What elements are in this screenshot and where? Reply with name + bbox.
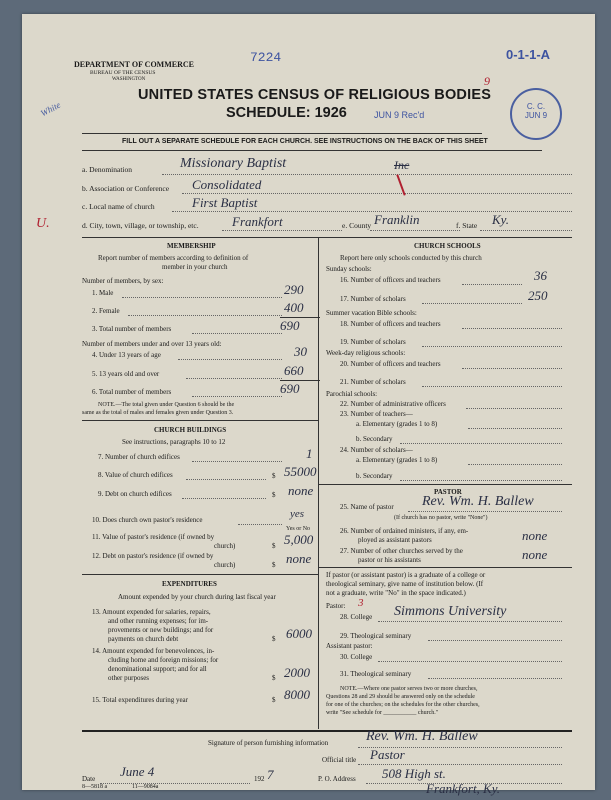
q5-label: 5. 13 years old and over [92,370,160,378]
schools-sub: Report here only schools conducted by this church [340,254,482,262]
q9-value: none [288,483,314,498]
schedule-code: 0-1-1-A [506,47,551,62]
q24-label: 24. Number of scholars— [340,446,413,454]
signature-value: Rev. Wm. H. Ballew [366,729,478,744]
yes-no-hint: Yes or No [286,526,311,532]
expenditures-heading: EXPENDITURES [162,580,217,588]
q22-label: 22. Number of administrative officers [340,400,446,408]
white-note: White [38,99,63,119]
year-value: 7 [267,767,274,782]
q11-dollar: $ [272,542,276,550]
pastor-note-1: NOTE.—Where one pastor serves two or more churches, [340,686,478,692]
q15-value: 8000 [284,687,310,702]
q31-label: 31. Theological seminary [340,670,412,678]
q12-value: none [286,551,312,566]
doc-number: 7224 [250,50,282,65]
q8-label: 8. Value of church edifices [98,471,173,479]
q3-value: 690 [280,318,300,333]
state-value: Ky. [492,212,509,227]
expenditures-sub: Amount expended by your church during last fiscal year [118,593,276,601]
q11-label-2: church) [214,542,236,550]
q13-line-4: payments on church debt [108,635,179,643]
q16-label: 16. Number of officers and teachers [340,276,441,284]
q5-value: 660 [284,363,304,378]
q1-label: 1. Male [92,289,114,297]
assistant-subheading: Assistant pastor: [326,642,373,650]
city-label: d. City, town, village, or township, etc. [82,221,199,230]
q17-value: 250 [528,288,548,303]
q25-value: Rev. Wm. H. Ballew [422,494,534,509]
association-value: Consolidated [192,177,262,192]
q23a-label: a. Elementary (grades 1 to 8) [356,420,438,428]
q24a-label: a. Elementary (grades 1 to 8) [356,456,438,464]
q4-value: 30 [294,344,307,359]
q23-label: 23. Number of teachers— [340,410,413,418]
print-code: 8—5818 a [82,784,108,790]
cc-stamp-top: C. C. [526,102,546,111]
q8-dollar: $ [272,472,276,480]
buildings-heading: CHURCH BUILDINGS [154,426,227,434]
membership-intro-2: member in your church [162,263,228,271]
signature-label: Signature of person furnishing information [208,739,329,747]
q9-label: 9. Debt on church edifices [98,490,172,498]
q3-label: 3. Total number of members [92,325,172,333]
address-line-1: 508 High st. [382,766,446,781]
denomination-label: a. Denomination [82,165,132,174]
received-stamp: JUN 9 Rec'd [374,110,425,120]
q26-line-2: ployed as assistant pastors [358,536,432,544]
q16-value: 36 [534,268,547,283]
q26-value: none [522,528,548,543]
q21-label: 21. Number of scholars [340,378,406,386]
q24b-label: b. Secondary [356,472,393,480]
q25-note: (If church has no pastor, write "None") [394,515,488,521]
summer-heading: Summer vacation Bible schools: [326,309,417,317]
q1-value: 290 [284,282,304,297]
q28-label: 28. College [340,613,373,621]
q15-dollar: $ [272,696,276,704]
q13-value: 6000 [286,626,312,641]
q13-line-3: provements or new buildings; and for [108,626,214,634]
q29-label: 29. Theological seminary [340,632,412,640]
q14-line-2: cluding home and foreign missions; for [108,656,219,664]
official-title-label: Official title [322,756,357,764]
schools-heading: CHURCH SCHOOLS [414,242,481,250]
q12-label: 12. Debt on pastor's residence (if owned by [92,552,214,560]
q14-line-4: other purposes [108,674,150,682]
state-label: f. State [456,221,478,230]
membership-heading: MEMBERSHIP [167,242,216,250]
address-line-2: Frankfort, Ky. [426,781,501,796]
q19-label: 19. Number of scholars [340,338,406,346]
q8-value: 55000 [284,464,317,479]
county-label: e. County [342,221,372,230]
q6-value: 690 [280,381,300,396]
q26-line-1: 26. Number of ordained ministers, if any, em- [340,527,469,535]
red-number: 9 [484,74,490,88]
q27-value: none [522,547,548,562]
q10-value: yes [290,508,305,520]
city-label: WASHINGTON [112,77,146,82]
q2-label: 2. Female [92,307,120,315]
q13-line-2: and other running expenses; for im- [108,617,209,625]
pastor-heading: PASTOR [434,488,462,496]
q17-label: 17. Number of scholars [340,295,406,303]
county-value: Franklin [374,212,420,227]
graduate-line-2: theological seminary, give name of institution below. (If [326,580,484,588]
q12-label-2: church) [214,561,236,569]
q14-line-3: denominational support; and for all [108,665,207,673]
margin-mark: U. [36,216,50,231]
q25-label: 25. Name of pastor [340,503,394,511]
po-address-label: P. O. Address [318,775,356,783]
pastor-note-3: for one of the churches; on the schedules for the other churches, [326,702,480,708]
graduate-line-1: If pastor (or assistant pastor) is a graduate of a college or [326,571,486,579]
q14-dollar: $ [272,674,276,682]
dept-label: DEPARTMENT OF COMMERCE [74,60,195,69]
q9-dollar: $ [272,491,276,499]
q30-label: 30. College [340,653,373,661]
q13-dollar: $ [272,635,276,643]
pastor-note-2: Questions 28 and 29 should be answered only on the schedule [326,694,475,700]
by-sex-heading: Number of members, by sex: [82,277,164,285]
denomination-struck: Inc [394,158,410,172]
church-name-value: First Baptist [192,195,258,210]
year-prefix: 192 [254,775,265,783]
cc-stamp-date: JUN 9 [524,111,548,120]
pastor-subheading: Pastor: [326,602,346,610]
q20-label: 20. Number of officers and teachers [340,360,441,368]
schedule-year: SCHEDULE: 1926 [226,105,347,121]
denomination-value: Missionary Baptist [180,156,287,171]
q10-label: 10. Does church own pastor's residence [92,516,203,524]
official-title-value: Pastor [370,747,405,762]
q11-label: 11. Value of pastor's residence (if owned by [92,533,215,541]
q2-value: 400 [284,300,304,315]
instructions-line: FILL OUT A SEPARATE SCHEDULE FOR EACH CHURCH. SEE INSTRUCTIONS ON THE BACK OF THIS SHEET [122,138,488,145]
membership-note-1: NOTE.—The total given under Question 6 should be the [98,402,235,408]
weekday-heading: Week-day religious schools: [326,349,406,357]
q27-line-2: pastor or his assistants [358,556,421,564]
q7-label: 7. Number of church edifices [98,453,180,461]
q7-value: 1 [306,446,313,461]
bureau-label: BUREAU OF THE CENSUS [90,70,156,76]
q28-value: Simmons University [394,604,507,619]
q6-label: 6. Total number of members [92,388,172,396]
q27-line-1: 27. Number of other churches served by the [340,547,463,555]
cc-stamp [510,88,562,140]
q11-value: 5,000 [284,532,314,547]
age-heading: Number of members under and over 13 years old: [82,340,222,348]
sunday-heading: Sunday schools: [326,265,372,273]
date-value: June 4 [120,764,155,779]
membership-note-2: same as the total of males and females given under Question 3. [82,410,234,416]
buildings-sub: See instructions, paragraphs 10 to 12 [122,438,226,446]
parochial-heading: Parochial schools: [326,390,378,398]
q23b-label: b. Secondary [356,435,393,443]
q14-value: 2000 [284,665,310,680]
association-label: b. Association or Conference [82,184,170,193]
q4-label: 4. Under 13 years of age [92,351,161,359]
print-code-2: 11—9084a [132,784,159,790]
q15-label: 15. Total expenditures during year [92,696,188,704]
date-label: Date [82,775,96,783]
q12-dollar: $ [272,561,276,569]
pastor-note-4: write "See schedule for ___________ church." [326,710,439,716]
city-value: Frankfort [232,214,283,229]
graduate-line-3: not a graduate, write "No" in the space indicated.) [326,589,466,597]
q13-line-1: 13. Amount expended for salaries, repairs, [92,608,211,616]
church-name-label: c. Local name of church [82,202,155,211]
membership-intro-1: Report number of members according to definition of [98,254,249,262]
q14-line-1: 14. Amount expended for benevolences, in- [92,647,215,655]
pastor-red-mark: 3 [358,597,364,609]
q18-label: 18. Number of officers and teachers [340,320,441,328]
census-schedule-sheet [22,14,595,796]
form-title: UNITED STATES CENSUS OF RELIGIOUS BODIES [138,87,492,103]
